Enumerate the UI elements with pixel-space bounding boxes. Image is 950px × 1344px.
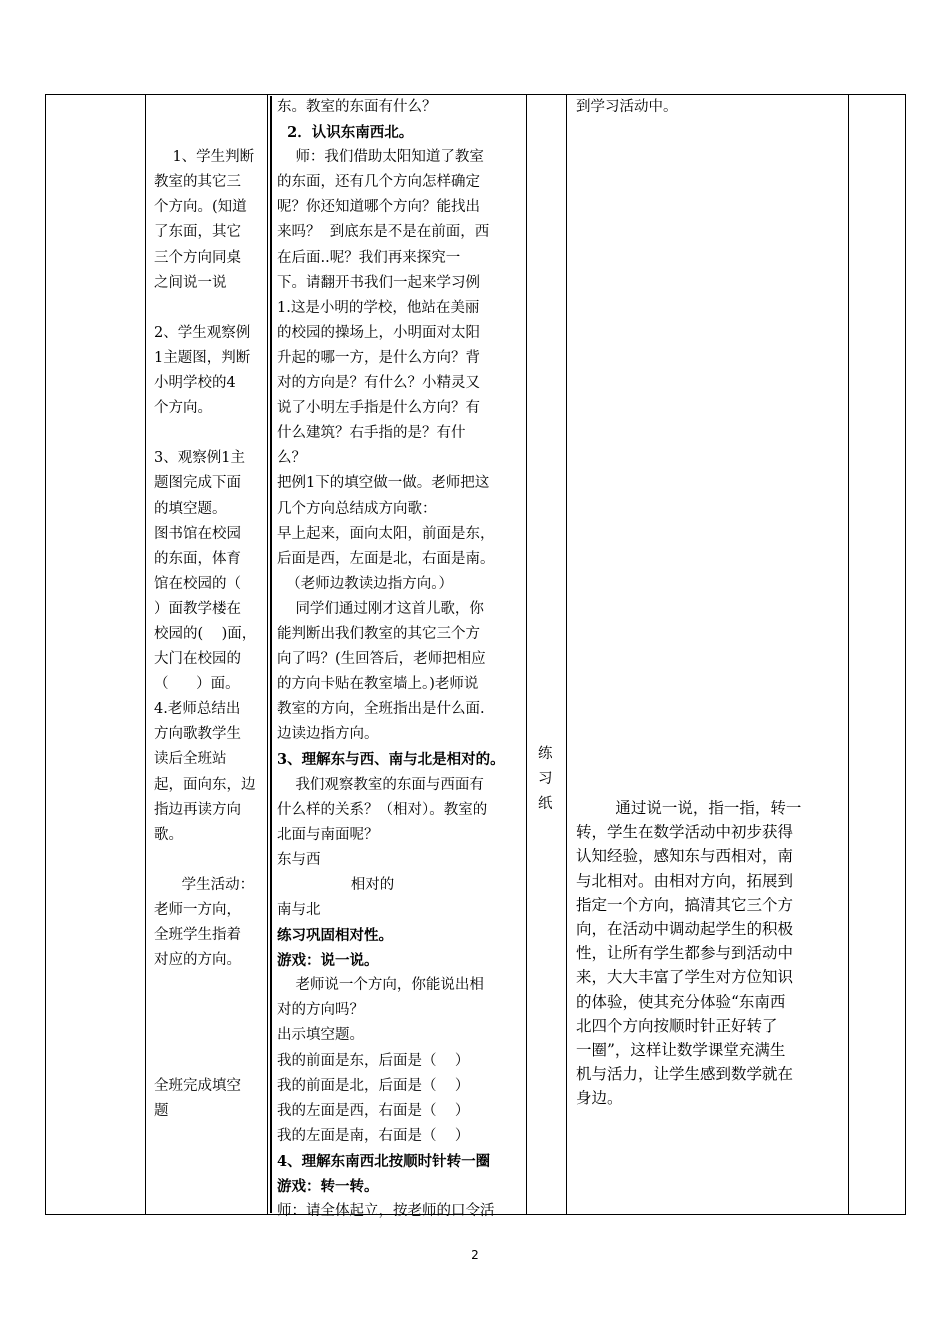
- design-intent-line: [576, 722, 846, 747]
- student-activity-line: ）面教学楼在: [154, 600, 241, 617]
- design-intent-line: [576, 597, 846, 622]
- student-activity-line: 题图完成下面: [154, 475, 241, 492]
- design-intent-line: [576, 296, 846, 321]
- student-activity-line: 1、学生判断: [154, 149, 255, 166]
- design-intent-paragraph-line: 的体验，使其充分体验“东南西: [576, 992, 786, 1011]
- design-intent-paragraph-line: 通过说一说，指一指，转一: [576, 799, 802, 817]
- teacher-activity-line: 我们观察教室的东面与西面有: [277, 776, 484, 793]
- teacher-activity-line: 对的方向吗？: [277, 1002, 364, 1019]
- teacher-activity-line: 的校园的操场上，小明面对太阳: [277, 324, 480, 341]
- design-intent-line: [576, 1174, 846, 1199]
- teacher-activity-line: 早上起来，面向太阳，前面是东，: [277, 525, 495, 542]
- change-bar: [270, 96, 272, 1213]
- student-activity-line: [154, 973, 264, 998]
- design-intent-line: [576, 522, 846, 547]
- design-intent-line: [576, 321, 846, 346]
- teacher-activity-line: 向了吗？(生回答后，老师把相应: [277, 651, 486, 668]
- student-activity-line: 歌。: [154, 826, 183, 843]
- design-intent-line: [576, 773, 846, 798]
- design-intent-line: [576, 396, 846, 421]
- teacher-activity-line: 能判断出我们教室的其它三个方: [277, 625, 480, 642]
- student-activity-line: [154, 421, 264, 446]
- student-activity-line: [154, 120, 264, 145]
- student-activity-line: 个方向。(知道: [154, 199, 247, 216]
- table-col-border: [526, 94, 527, 1215]
- student-activity-line: 老师一方向，: [154, 902, 241, 918]
- teacher-activity-line: 的东面，还有几个方向怎样确定: [277, 174, 480, 191]
- student-activity-line: [154, 1049, 264, 1074]
- student-activity-line: 馆在校园的（: [154, 575, 241, 592]
- design-intent-paragraph-line: 身边。: [576, 1089, 623, 1108]
- student-activity-line: [154, 848, 264, 873]
- teacher-activity-line: 2．认识东南西北。: [277, 124, 414, 142]
- teacher-activity-line: 来吗？ 到底东是不是在前面，西: [277, 224, 490, 241]
- student-activity-line: 3、观察例1主: [154, 450, 245, 467]
- teacher-activity-line: 的方向卡贴在教室墙上。)老师说: [277, 676, 479, 693]
- student-activity-line: 的东面，体育: [154, 550, 241, 567]
- teacher-activity-line: 1.这是小明的学校，他站在美丽: [277, 299, 480, 316]
- student-activity-line: 读后全班站: [154, 751, 227, 768]
- teacher-activity-line: 老师说一个方向，你能说出相: [277, 977, 484, 994]
- teacher-activity-line: 我的左面是南，右面是（ ）: [277, 1127, 470, 1144]
- student-activity-line: 指边再读方向: [154, 801, 241, 818]
- teacher-activity-line: 南与北: [277, 902, 321, 918]
- student-activity-line: [154, 998, 264, 1023]
- design-intent-line: [576, 220, 846, 245]
- student-activity-line: 4.老师总结出: [154, 701, 241, 718]
- design-intent-line: [576, 1124, 846, 1149]
- student-activity-line: 对应的方向。: [154, 952, 241, 969]
- design-intent-paragraph-line: 来，大大丰富了学生对方位知识: [576, 968, 794, 987]
- student-activity-line: 小明学校的4: [154, 375, 236, 392]
- teacher-activity-line: 几个方向总结成方向歌：: [277, 500, 437, 517]
- design-intent-line: [576, 170, 846, 195]
- design-intent-line: [576, 346, 846, 371]
- teacher-activity-line: 我的左面是西，右面是（ ）: [277, 1102, 470, 1119]
- teacher-activity-line: 么？: [277, 450, 306, 467]
- teacher-activity-line: 练习巩固相对性。: [277, 927, 393, 945]
- design-intent-line: [576, 647, 846, 672]
- design-intent-line: [576, 697, 846, 722]
- student-activity-line: 全班学生指着: [154, 927, 241, 944]
- design-intent-line: [576, 1149, 846, 1174]
- student-activity-line: 图书馆在校园: [154, 525, 241, 542]
- teacher-activity-line: 在后面..呢？我们再来探究一: [277, 249, 461, 266]
- student-activity-line: [154, 296, 264, 321]
- design-intent-line: [576, 471, 846, 496]
- design-intent-line: [576, 145, 846, 170]
- design-intent-paragraph-line: 向，在活动中调动起学生的积极: [576, 920, 794, 939]
- design-intent-line: [576, 371, 846, 396]
- teacher-activity-line: 什么建筑？右手指的是？有什: [277, 425, 466, 442]
- page-number: 2: [471, 1248, 479, 1262]
- material-line: 练: [538, 746, 553, 762]
- design-intent-line: [576, 421, 846, 446]
- teacher-activity-line: 边读边指方向。: [277, 726, 379, 743]
- design-intent-paragraph-line: 与北相对。由相对方向，拓展到: [576, 871, 794, 890]
- design-intent-paragraph-line: 一圈”，这样让数学课堂充满生: [576, 1041, 786, 1060]
- student-activity-line: （ ）面。: [154, 676, 240, 693]
- student-activity-line: 2、学生观察例: [154, 324, 251, 341]
- teacher-activity-line: 呢？你还知道哪个方向？能找出: [277, 199, 480, 216]
- design-intent-line: [576, 120, 846, 145]
- student-activity-line: 之间说一说: [154, 274, 227, 291]
- teacher-activity-line: （老师边教读边指方向。）: [277, 575, 453, 592]
- design-intent-paragraph-line: 指定一个方向，搞清其它三个方: [576, 895, 794, 914]
- design-intent-paragraph-line: 北四个方向按顺时针正好转了: [576, 1016, 778, 1035]
- design-intent-line: 到学习活动中。: [576, 99, 678, 115]
- teacher-activity-line: 什么样的关系？（相对）。教室的: [277, 801, 488, 818]
- design-intent-line: [576, 271, 846, 296]
- design-intent-line: [576, 622, 846, 647]
- student-activity-line: 的填空题。: [154, 500, 227, 517]
- student-activity-line: 1主题图，判断: [154, 349, 251, 366]
- teacher-activity-line: 教室的方向，全班指出是什么面.: [277, 701, 485, 718]
- teacher-activity-line: 下。请翻开书我们一起来学习例: [277, 274, 480, 291]
- teacher-activity-line: 3、理解东与西、南与北是相对的。: [277, 751, 505, 769]
- material-line: 纸: [538, 796, 553, 813]
- student-activity-line: 方向歌教学生: [154, 726, 241, 743]
- table-col-border: [566, 94, 567, 1215]
- teacher-activity-column: [277, 95, 525, 1224]
- design-intent-line: [576, 547, 846, 572]
- teacher-activity-line: 升起的哪一方，是什么方向？背: [277, 349, 480, 366]
- design-intent-line: [576, 246, 846, 271]
- teacher-activity-line: 出示填空题。: [277, 1027, 364, 1044]
- student-activity-line: 个方向。: [154, 400, 212, 417]
- table-col-border: [267, 94, 268, 1215]
- student-activity-column: [154, 95, 264, 1124]
- design-intent-paragraph-line: 机与活力，让学生感到数学就在: [576, 1065, 794, 1084]
- design-intent-paragraph: [576, 796, 846, 1111]
- teacher-activity-line: 把例1下的填空做一做。老师把这: [277, 475, 490, 492]
- teacher-activity-line: 游戏：说一说。: [277, 952, 379, 970]
- teacher-activity-line: 对的方向是？有什么？小精灵又: [277, 375, 480, 392]
- table-col-border: [848, 94, 849, 1215]
- student-activity-line: 题: [154, 1102, 169, 1119]
- design-intent-paragraph-line: 认知经验，感知东与西相对，南: [576, 847, 794, 866]
- student-activity-line: 学生活动：: [154, 876, 255, 893]
- design-intent-line: [576, 672, 846, 697]
- teacher-activity-line: 相对的: [277, 876, 395, 893]
- teacher-activity-line: 师：请全体起立，按老师的口令活: [277, 1203, 495, 1220]
- table-col-border: [905, 94, 906, 1215]
- student-activity-line: 全班完成填空: [154, 1077, 241, 1094]
- teacher-activity-line: 我的前面是东，后面是（ ）: [277, 1052, 470, 1069]
- teacher-activity-line: 东。教室的东面有什么？: [277, 99, 437, 115]
- design-intent-paragraph-line: 转，学生在数学活动中初步获得: [576, 823, 794, 842]
- student-activity-line: 教室的其它三: [154, 174, 241, 191]
- student-activity-line: [154, 1023, 264, 1048]
- materials-column: [538, 742, 562, 817]
- teacher-activity-line: 我的前面是北，后面是（ ）: [277, 1077, 470, 1094]
- student-activity-line: 了东面，其它: [154, 224, 241, 241]
- design-intent-line: [576, 747, 846, 772]
- design-intent-line: [576, 497, 846, 522]
- design-intent-line: [576, 572, 846, 597]
- student-activity-line: 大门在校园的: [154, 651, 241, 668]
- teacher-activity-line: 师：我们借助太阳知道了教室: [277, 149, 484, 166]
- design-intent-line: [576, 446, 846, 471]
- table-col-border: [45, 94, 46, 1215]
- table-col-border: [145, 94, 146, 1215]
- design-intent-line: [576, 1199, 846, 1224]
- teacher-activity-line: 东与西: [277, 851, 321, 868]
- teacher-activity-line: 后面是西，左面是北，右面是南。: [277, 550, 495, 567]
- teacher-activity-line: 北面与南面呢？: [277, 826, 379, 843]
- student-activity-line: 起，面向东，边: [154, 776, 256, 793]
- student-activity-line: [154, 95, 264, 120]
- design-intent-paragraph-line: 性，让所有学生都参与到活动中: [576, 944, 794, 963]
- teacher-activity-line: 说了小明左手指是什么方向？有: [277, 400, 480, 417]
- teacher-activity-line: 4、理解东南西北按顺时针转一圈: [277, 1152, 491, 1170]
- design-intent-line: [576, 195, 846, 220]
- student-activity-line: 校园的( )面，: [154, 625, 257, 642]
- teacher-activity-line: 游戏：转一转。: [277, 1178, 379, 1196]
- student-activity-line: 三个方向同桌: [154, 249, 241, 266]
- teacher-activity-line: 同学们通过刚才这首儿歌，你: [277, 600, 484, 617]
- material-line: 习: [538, 771, 553, 788]
